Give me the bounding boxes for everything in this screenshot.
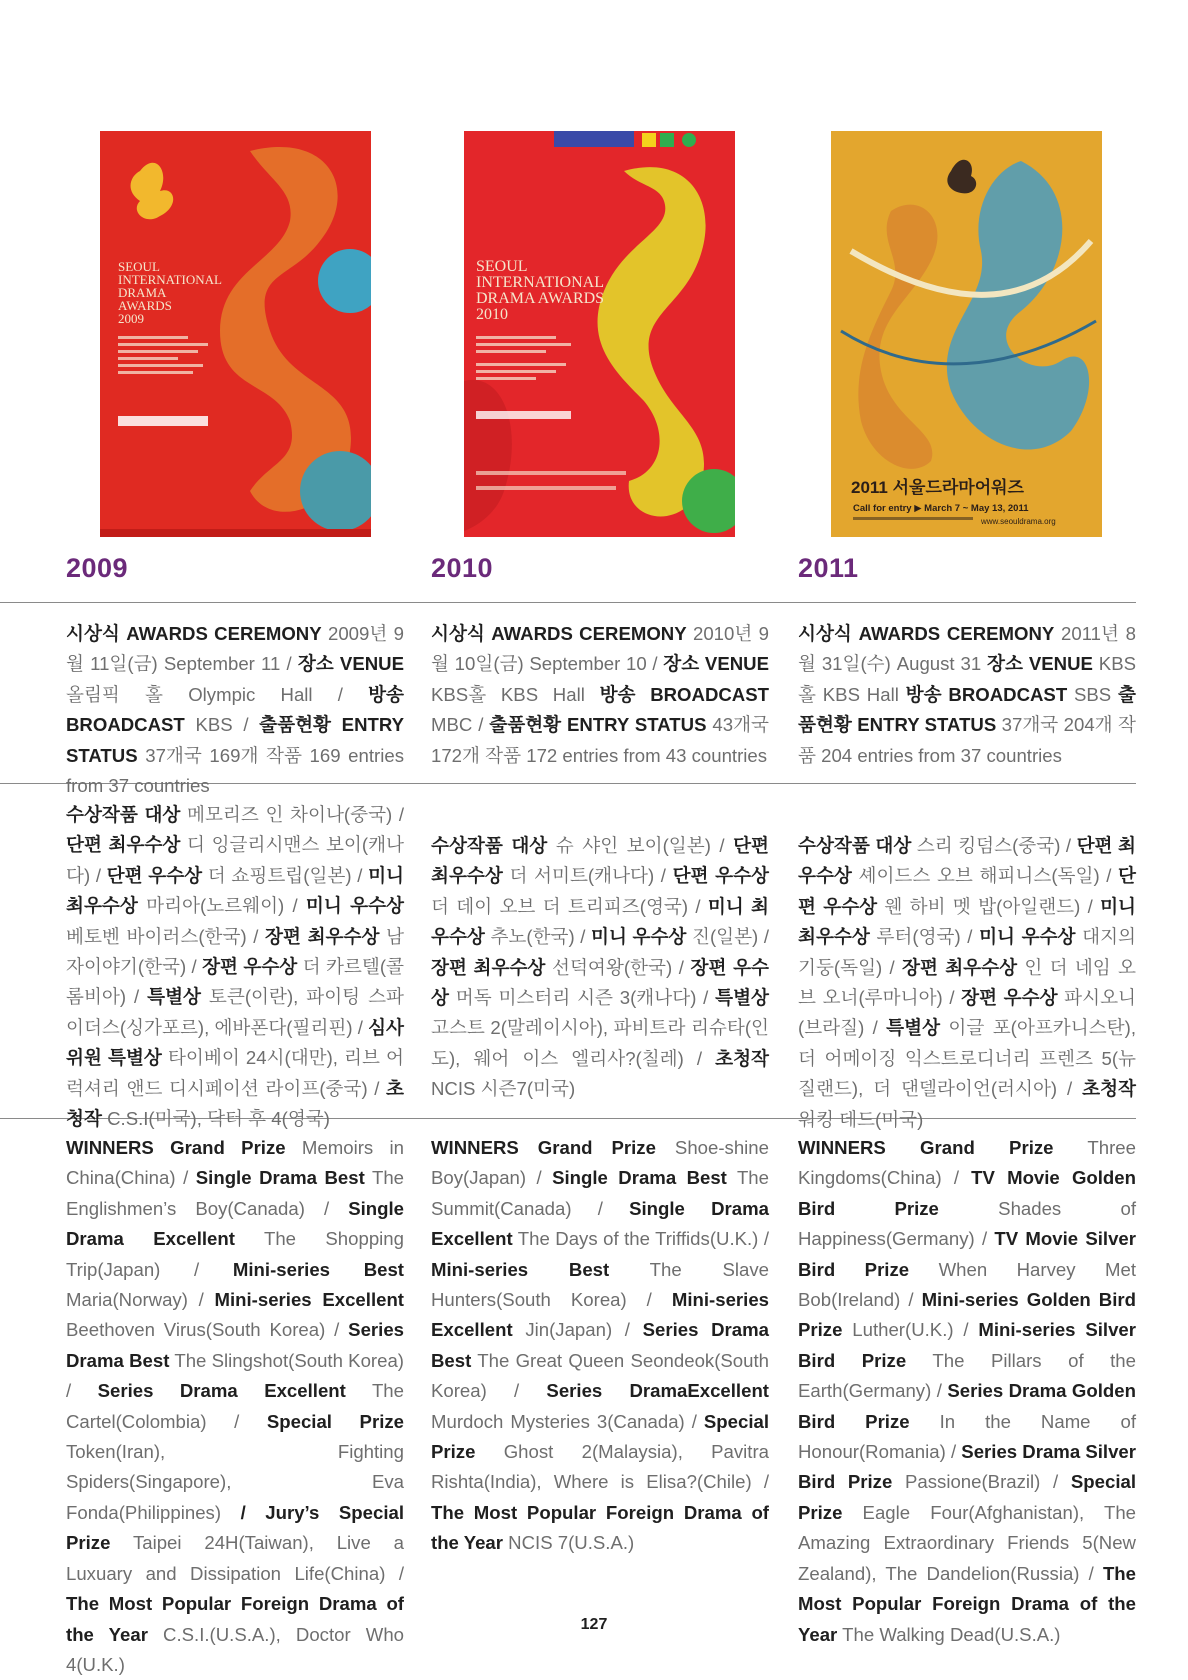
label-bold: 장편 최우수상	[901, 956, 1018, 978]
text-run: 2009년 9월 11일(금) September 11 /	[66, 623, 404, 675]
label-bold: 단편 최우수상	[431, 835, 769, 887]
text-run: Taipei 24H(Taiwan), Live a Luxuary and Dissipation Life(China) /	[66, 1532, 404, 1584]
label-bold: Mini-series Golden Bird Prize	[798, 1289, 1136, 1341]
text-run: 타이베이 24시(대만), 리브 어 럭셔리 앤드 디시페이션 라이프(중국) /	[66, 1047, 404, 1099]
text-run: Token(Iran), Fighting Spiders(Singapore), Eva Fonda(Philippines)	[66, 1441, 404, 1523]
poster-2011-title: 2011 서울드라마어워즈	[851, 478, 1024, 497]
winners-ko-2011	[798, 831, 1136, 1135]
label-bold: 단편 우수상	[672, 865, 769, 887]
poster-2010-title-1: SEOUL	[476, 258, 528, 275]
text-run: KBS홀 KBS Hall	[798, 653, 1137, 705]
poster-2010-art	[464, 131, 735, 537]
label-bold: Series Drama Best	[66, 1319, 404, 1371]
label-bold: 장소 VENUE	[663, 653, 769, 675]
label-bold: 단편 최우수상	[798, 835, 1136, 887]
label-bold: WINNERS Grand Prize	[798, 1137, 1054, 1158]
label-bold: WINNERS Grand Prize	[431, 1137, 656, 1158]
label-bold: 시상식 AWARDS CEREMONY	[431, 623, 687, 644]
label-bold: 방송 BROADCAST	[599, 683, 769, 705]
text-run: KBS홀 KBS Hall	[431, 683, 600, 705]
text-run: 더 카르텔(콜롬비아) /	[66, 956, 404, 1008]
label-bold: 장편 우수상	[961, 987, 1058, 1009]
label-bold: Series Drama Golden Bird Prize	[798, 1380, 1136, 1432]
label-bold: 미니 최우수상	[66, 864, 405, 917]
label-bold: Special Prize	[431, 1410, 769, 1463]
winners-en-2009	[66, 1133, 404, 1680]
label-bold: 심사위원 특별상	[66, 1016, 404, 1069]
text-run: SBS	[1067, 683, 1119, 705]
text-run: 37개국 204개 작품 204 entries from 37 countries	[798, 714, 1136, 766]
poster-2009-title-2: INTERNATIONAL	[118, 272, 222, 287]
poster-2009-title-4: AWARDS	[118, 298, 172, 313]
label-bold: 미니 우수상	[979, 926, 1076, 948]
label-bold: TV Movie Golden Bird Prize	[798, 1167, 1136, 1219]
poster-2011-art	[831, 131, 1102, 537]
text-run: C.S.I(미국), 닥터 후 4(영국)	[101, 1108, 330, 1130]
text-run: 웬 하비 멧 밥(아일랜드) /	[877, 895, 1101, 917]
poster-2010-title-3: DRAMA AWARDS	[476, 290, 605, 307]
label-bold: 수상작품 대상	[66, 804, 181, 825]
label-bold: Single Drama Excellent	[66, 1197, 404, 1250]
text-run: 더 데이 오브 더 트리피즈(영국) /	[431, 895, 708, 917]
text-run: The Great Queen Seondeok(South Korea) /	[431, 1349, 769, 1402]
label-bold: 미니 최우수상	[798, 895, 1137, 948]
label-bold: Mini-series Best	[232, 1258, 404, 1280]
text-run: 선덕여왕(한국) /	[545, 956, 691, 978]
label-bold: The Most Popular Foreign Drama of the Year	[66, 1593, 404, 1645]
label-bold: Single Drama Best	[195, 1167, 365, 1189]
poster-2010	[464, 131, 735, 537]
text-run: Luther(U.K.) /	[842, 1319, 979, 1341]
label-bold: 단편 우수상	[798, 865, 1136, 917]
year-2011: 2011	[798, 553, 859, 583]
label-bold: The Most Popular Foreign Drama of the Year	[798, 1562, 1136, 1645]
text-run: Ghost 2(Malaysia), Pavitra Rishta(India), Where is Elisa?(Chile) /	[431, 1441, 769, 1493]
label-bold: 출품현황 ENTRY STATUS	[66, 714, 404, 766]
text-run: 남자이야기(한국) /	[66, 925, 405, 978]
label-bold: TV Movie Silver Bird Prize	[798, 1228, 1136, 1280]
poster-2010-title-4: 2010	[476, 306, 508, 323]
text-run: The Summit(Canada) /	[431, 1167, 769, 1219]
text-run: 이글 포(아프카니스탄), 더 어메이징 익스트로디너리 프렌즈 5(뉴질랜드), 더 댄델라이언(러시아) /	[798, 1017, 1136, 1100]
text-run: 진(일본) /	[686, 926, 769, 948]
ceremony-2009	[66, 619, 404, 801]
label-bold: Mini-series Excellent	[214, 1289, 404, 1311]
label-bold: Special Prize	[266, 1410, 404, 1432]
text-run: Passione(Brazil) /	[892, 1471, 1071, 1493]
label-bold: 미니 우수상	[305, 895, 404, 917]
label-bold: 시상식 AWARDS CEREMONY	[798, 623, 1055, 644]
text-run: Shades of Happiness(Germany) /	[798, 1197, 1137, 1250]
text-run: NCIS 시즌7(미국)	[431, 1078, 576, 1100]
label-bold: Series Drama Best	[431, 1319, 769, 1371]
text-run: 대지의 기둥(독일) /	[798, 926, 1136, 978]
text-run: Eagle Four(Afghanistan), The Amazing Extraordinary Friends 5(New Zealand), The Dandelion(Russia) /	[798, 1501, 1136, 1584]
label-bold: 미니 우수상	[591, 926, 687, 948]
text-run: The Pillars of the Earth(Germany) /	[798, 1349, 1136, 1402]
text-run: MBC /	[431, 714, 490, 736]
text-run: KBS /	[184, 714, 260, 736]
text-run: 셰이드스 오브 해피니스(독일) /	[851, 865, 1119, 887]
text-run: The Walking Dead(U.S.A.)	[837, 1623, 1061, 1645]
text-run: 디 잉글리시맨스 보이(캐나다) /	[66, 834, 404, 886]
text-run: Memoirs in China(China) /	[66, 1137, 404, 1189]
text-run: 추노(한국) /	[484, 926, 592, 948]
label-bold: The Most Popular Foreign Drama of the Year	[431, 1501, 769, 1554]
label-bold: 초청작	[715, 1047, 769, 1069]
label-bold: 장소 VENUE	[987, 653, 1093, 675]
text-run: 머독 미스터리 시즌 3(캐나다) /	[448, 987, 716, 1009]
text-run: 슈 샤인 보이(일본) /	[547, 835, 734, 856]
winners-en-2011	[798, 1133, 1136, 1650]
text-run: The Shopping Trip(Japan) /	[66, 1228, 404, 1280]
label-bold: 단편 우수상	[106, 864, 203, 886]
text-run: 파시오니(브라질) /	[798, 987, 1137, 1039]
label-bold: 출품현황 ENTRY STATUS	[489, 714, 707, 736]
text-run: The Slingshot(South Korea) /	[66, 1349, 404, 1402]
text-run: Jin(Japan) /	[512, 1319, 643, 1341]
poster-2009	[100, 131, 371, 537]
label-bold: 장편 최우수상	[265, 925, 380, 947]
label-bold: 미니 최우수상	[431, 895, 769, 948]
page-number: 127	[580, 1616, 608, 1633]
poster-2009-title-5: 2009	[118, 311, 144, 326]
text-run: 인 더 네임 오브 오너(루마니아) /	[798, 956, 1137, 1009]
label-bold: Mini-series Best	[431, 1258, 610, 1280]
text-run: 37개국 169개 작품 169 entries from 37 countries	[66, 744, 404, 797]
text-run: 마리아(노르웨이) /	[137, 895, 306, 917]
poster-2011-url: www.seouldrama.org	[981, 517, 1056, 526]
label-bold: 특별상	[147, 986, 201, 1008]
label-bold: 장편 최우수상	[431, 956, 546, 978]
text-run: Beethoven Virus(South Korea) /	[66, 1319, 349, 1341]
label-bold: / Jury’s Special Prize	[66, 1501, 404, 1554]
label-bold: 초청작	[1082, 1078, 1136, 1100]
text-run: The Days of the Triffids(U.K.) /	[512, 1228, 769, 1250]
label-bold: 출품현황 ENTRY STATUS	[798, 683, 1136, 736]
label-bold: Single Drama Excellent	[431, 1197, 769, 1250]
year-2010: 2010	[431, 553, 494, 583]
rule-top	[0, 602, 1136, 603]
winners-ko-2010	[431, 831, 769, 1105]
label-bold: 방송 BROADCAST	[66, 683, 404, 736]
text-run: 올림픽 홀 Olympic Hall /	[66, 683, 369, 705]
label-bold: Series Drama Excellent	[97, 1380, 346, 1402]
text-run: 43개국 172개 작품 172 entries from 43 countries	[431, 714, 769, 766]
text-run: Shoe-shine Boy(Japan) /	[431, 1137, 769, 1189]
winners-ko-2009	[66, 800, 404, 1134]
text-run: 더 쇼핑트립(일본) /	[202, 864, 369, 886]
label-bold: Mini-series Silver Bird Prize	[798, 1319, 1136, 1371]
text-run: 워킹 데드(미국)	[798, 1108, 924, 1130]
text-run: 스리 킹덤스(중국) /	[911, 835, 1077, 856]
text-run: NCIS 7(U.S.A.)	[503, 1532, 635, 1554]
text-run: 루터(영국) /	[869, 926, 980, 948]
label-bold: Mini-series Excellent	[431, 1289, 769, 1341]
ceremony-2011	[798, 619, 1136, 771]
ceremony-2010	[431, 619, 769, 771]
poster-2011-call: Call for entry ▶ March 7 ~ May 13, 2011	[853, 503, 1029, 514]
label-bold: Series Drama Silver Bird Prize	[798, 1441, 1136, 1493]
text-run: The Slave Hunters(South Korea) /	[431, 1258, 769, 1311]
label-bold: Series DramaExcellent	[546, 1380, 769, 1402]
text-run: 베토벤 바이러스(한국) /	[66, 925, 266, 947]
label-bold: 초청작	[66, 1077, 404, 1130]
poster-2010-title-2: INTERNATIONAL	[476, 274, 604, 291]
label-bold: 단편 최우수상	[66, 834, 181, 856]
year-2009: 2009	[66, 553, 129, 583]
poster-2011	[831, 131, 1102, 537]
label-bold: Single Drama Best	[552, 1167, 727, 1189]
text-run: Maria(Norway) /	[66, 1289, 215, 1311]
label-bold: 장소 VENUE	[297, 653, 404, 675]
label-bold: WINNERS Grand Prize	[66, 1137, 286, 1158]
text-run: 메모리즈 인 차이나(중국) /	[180, 804, 404, 825]
label-bold: 장편 우수상	[431, 956, 770, 1009]
text-run: C.S.I.(U.S.A.), Doctor Who 4(U.K.)	[66, 1623, 404, 1675]
text-run: The Englishmen’s Boy(Canada) /	[66, 1167, 405, 1219]
text-run: 토큰(이란), 파이팅 스파이더스(싱가포르), 에바폰다(필리핀) /	[66, 986, 404, 1038]
poster-2009-title-1: SEOUL	[118, 259, 160, 274]
label-bold: 시상식 AWARDS CEREMONY	[66, 623, 322, 644]
label-bold: 수상작품 대상	[431, 835, 548, 856]
label-bold: Special Prize	[798, 1471, 1136, 1523]
text-run: 고스트 2(말레이시아), 파비트라 리슈타(인도), 웨어 이스 엘리사?(칠레) /	[431, 1017, 769, 1069]
label-bold: 특별상	[886, 1017, 941, 1039]
poster-2009-title-3: DRAMA	[118, 285, 167, 300]
text-run: Three Kingdoms(China) /	[798, 1137, 1136, 1189]
text-run: In the Name of Honour(Romania) /	[798, 1410, 1137, 1463]
label-bold: 특별상	[715, 987, 769, 1009]
text-run: Murdoch Mysteries 3(Canada) /	[431, 1410, 704, 1432]
text-run: 2011년 8월 31일(수) August 31	[798, 623, 1136, 675]
text-run: 더 서미트(캐나다) /	[502, 865, 673, 887]
text-run: 2010년 9월 10일(금) September 10 /	[431, 623, 769, 675]
label-bold: 수상작품 대상	[798, 835, 912, 856]
text-run: The Cartel(Colombia) /	[66, 1380, 404, 1432]
label-bold: 장편 우수상	[202, 956, 298, 978]
winners-en-2010	[431, 1133, 769, 1559]
label-bold: 방송 BROADCAST	[905, 683, 1068, 705]
text-run: When Harvey Met Bob(Ireland) /	[798, 1258, 1136, 1311]
poster-2009-art	[100, 131, 371, 537]
